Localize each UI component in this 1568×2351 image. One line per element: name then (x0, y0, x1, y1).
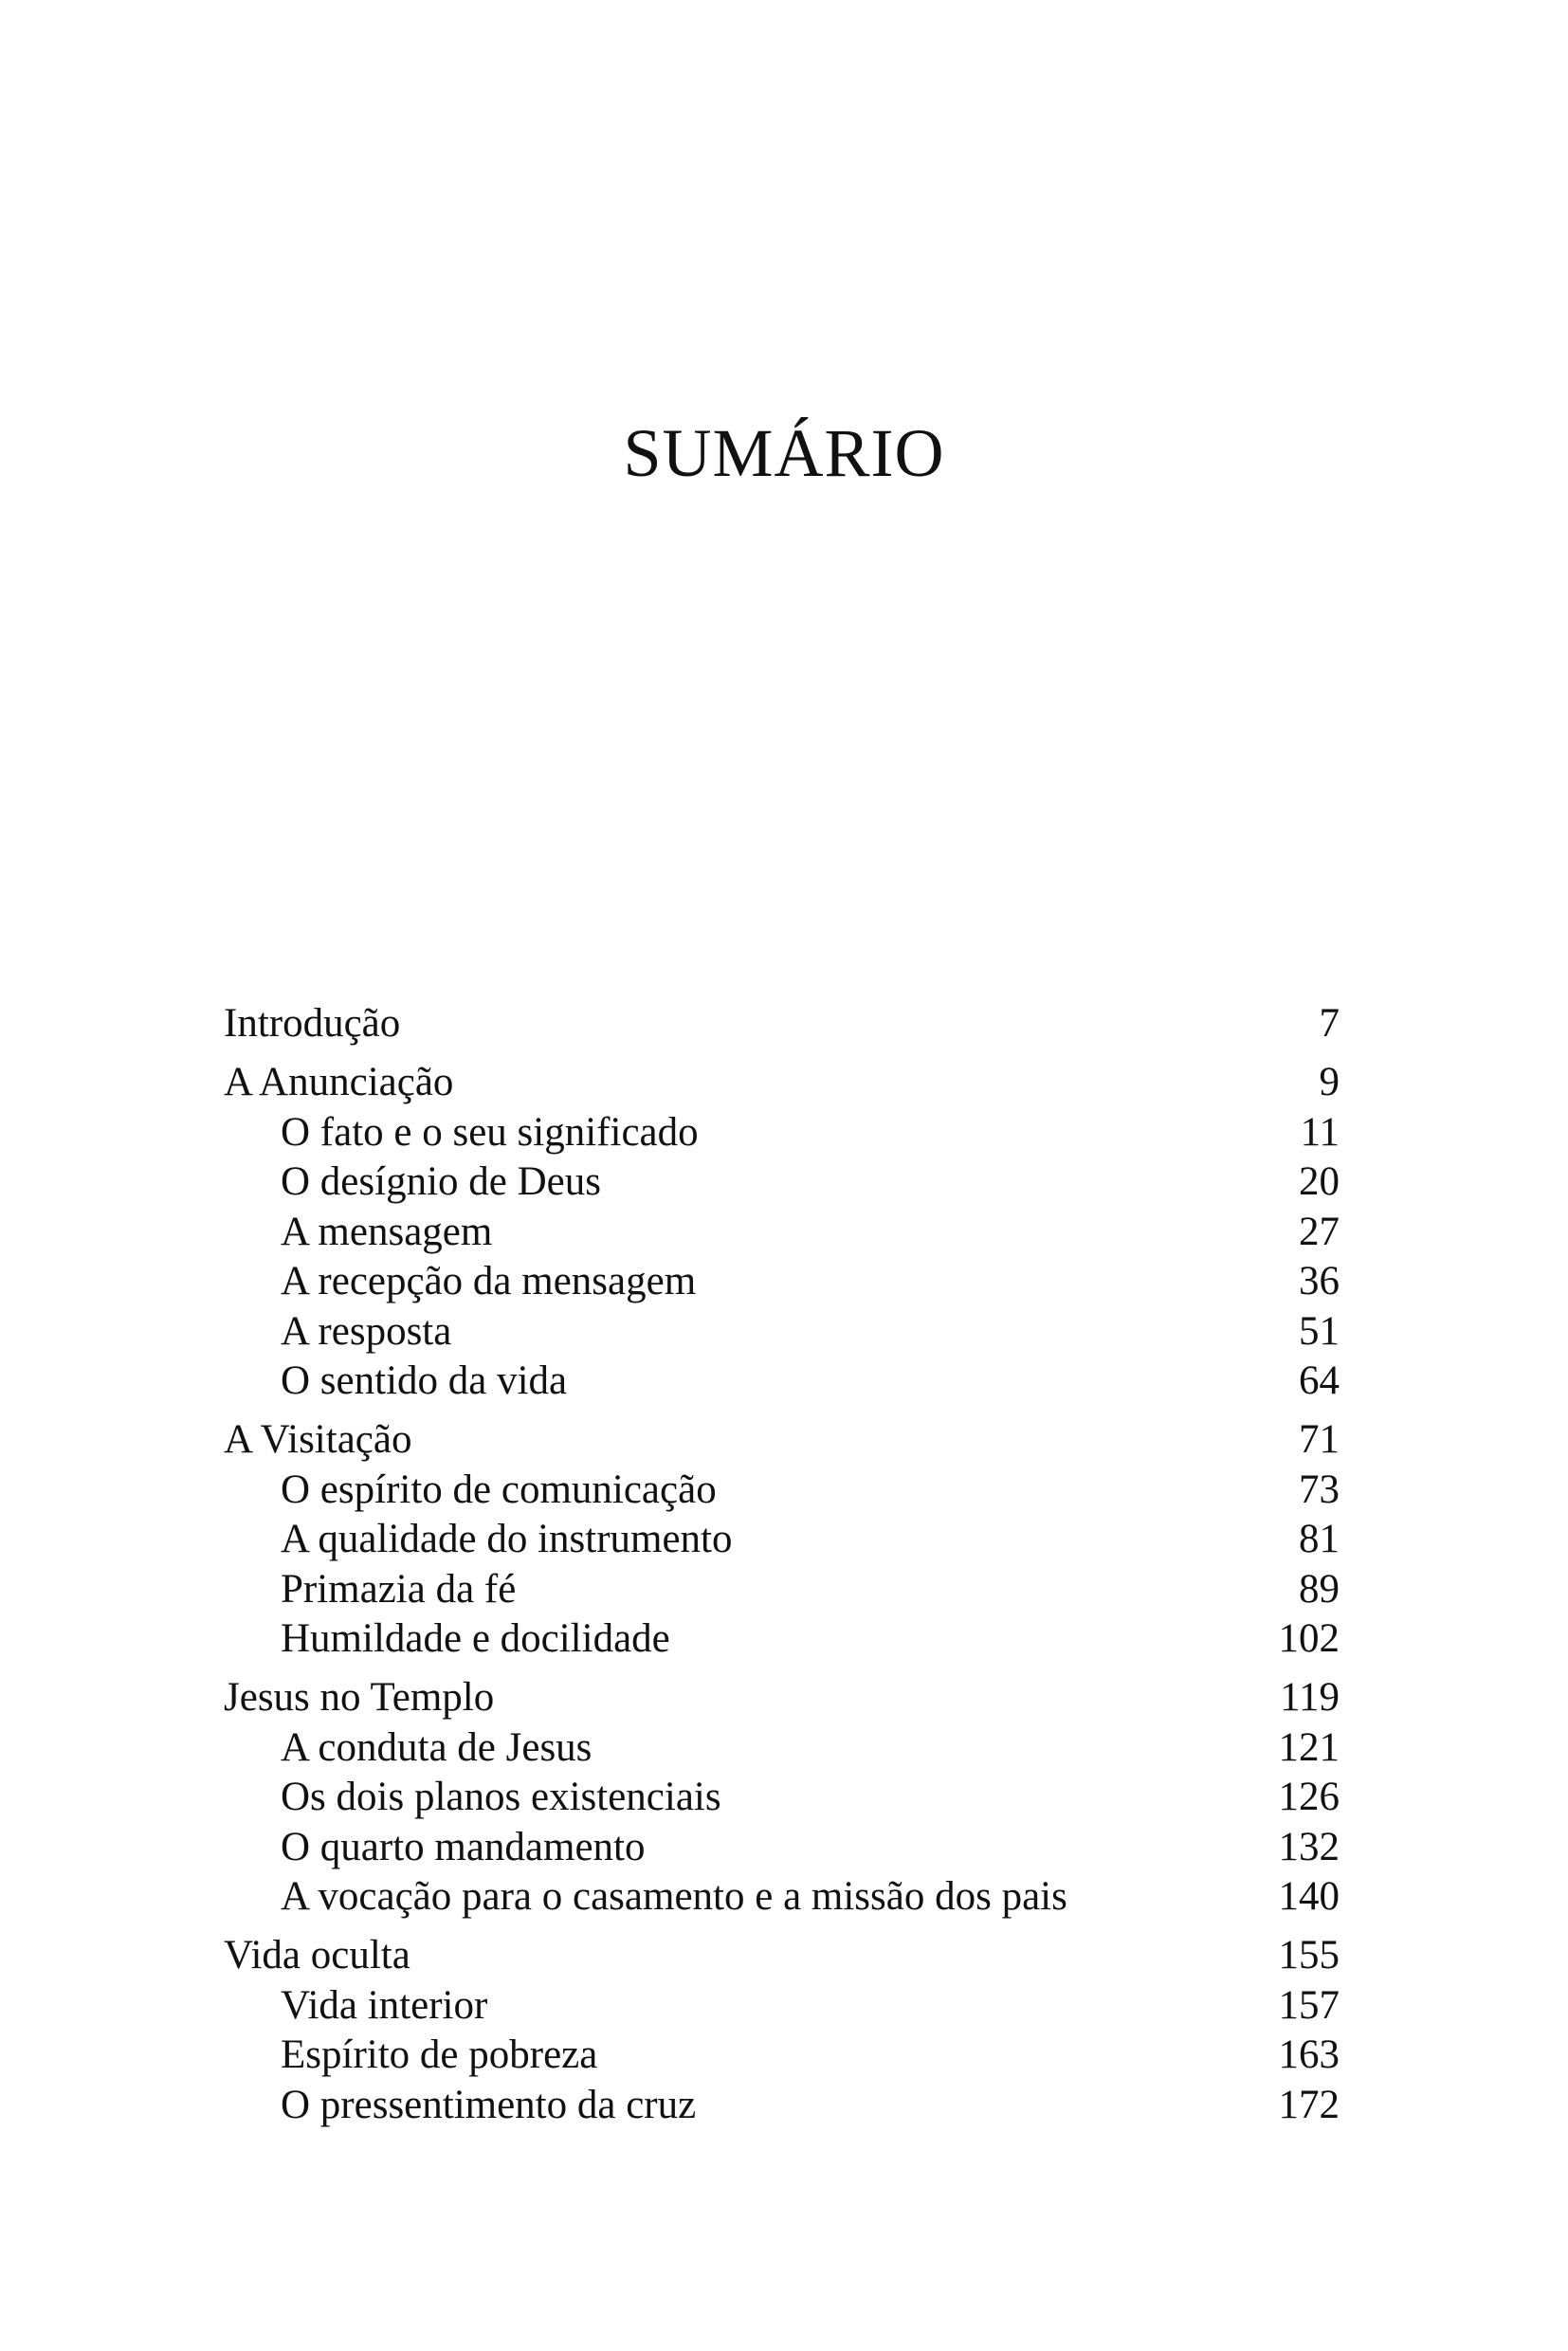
toc-entry-page-number: 132 (1278, 1824, 1340, 1869)
toc-entry-label: A qualidade do instrumento (281, 1517, 733, 1561)
toc-entry-sub (224, 1872, 1340, 1923)
toc-entry-page-number: 102 (1278, 1616, 1340, 1661)
toc-entry-page-number: 64 (1299, 1358, 1340, 1403)
toc-entry-page-number: 89 (1299, 1566, 1340, 1612)
toc-entry-sub (224, 1515, 1340, 1565)
toc-entry-page-number: 126 (1278, 1775, 1340, 1819)
toc-entry-label: A vocação para o casamento e a missão dos pais (281, 1874, 1067, 1919)
toc-entry-label: Humildade e docilidade (281, 1616, 670, 1661)
toc-entry-label: Introdução (224, 1001, 401, 1046)
toc-entry-sub (224, 1823, 1340, 1873)
toc-entry-label: Vida oculta (224, 1933, 410, 1977)
toc-entry-label: A Visitação (224, 1417, 412, 1462)
toc-entry-main (224, 1931, 1340, 1981)
toc-entry-label: O quarto mandamento (281, 1824, 646, 1869)
toc-entry-page-number: 119 (1280, 1675, 1340, 1720)
toc-entry-page-number: 172 (1278, 2082, 1340, 2127)
toc-entry-page-number: 71 (1299, 1417, 1340, 1462)
toc-entry-page-number: 157 (1278, 1982, 1340, 2028)
toc-entry-label: O fato e o seu significado (281, 1109, 699, 1155)
toc-entry-label: A resposta (281, 1308, 452, 1354)
toc-entry-label: Os dois planos existenciais (281, 1775, 721, 1819)
toc-entry-sub (224, 2031, 1340, 2081)
toc-entry-sub (224, 1773, 1340, 1823)
table-of-contents (224, 999, 1340, 2130)
toc-entry-page-number: 155 (1278, 1933, 1340, 1977)
page-title: SUMÁRIO (623, 415, 945, 491)
toc-entry-sub (224, 1108, 1340, 1158)
toc-entry-label: O pressentimento da cruz (281, 2082, 697, 2127)
toc-entry-page-number: 81 (1299, 1517, 1340, 1561)
toc-entry-page-number: 51 (1299, 1308, 1340, 1354)
toc-entry-page-number: 7 (1319, 1001, 1340, 1046)
toc-entry-label: O espírito de comunicação (281, 1467, 717, 1512)
toc-entry-sub (224, 1307, 1340, 1358)
toc-entry-sub (224, 2081, 1340, 2131)
toc-entry-page-number: 20 (1299, 1159, 1340, 1204)
toc-entry-sub (224, 1981, 1340, 2032)
toc-entry-label: A Anunciação (224, 1060, 454, 1104)
toc-entry-label: Vida interior (281, 1982, 488, 2028)
toc-entry-page-number: 140 (1278, 1874, 1340, 1919)
toc-entry-label: O desígnio de Deus (281, 1159, 601, 1204)
toc-entry-main (224, 1415, 1340, 1466)
toc-entry-sub (224, 1565, 1340, 1615)
toc-entry-label: A conduta de Jesus (281, 1724, 593, 1770)
toc-entry-label: Jesus no Templo (224, 1675, 495, 1720)
toc-entry-sub (224, 1466, 1340, 1516)
toc-entry-page-number: 121 (1278, 1724, 1340, 1770)
toc-entry-label: Espírito de pobreza (281, 2032, 598, 2077)
toc-entry-page-number: 163 (1278, 2032, 1340, 2077)
toc-entry-main (224, 1673, 1340, 1723)
toc-entry-sub (224, 1723, 1340, 1774)
toc-entry-sub (224, 1357, 1340, 1407)
toc-entry-page-number: 27 (1299, 1209, 1340, 1254)
toc-entry-page-number: 9 (1319, 1060, 1340, 1104)
toc-entry-page-number: 11 (1300, 1109, 1340, 1155)
toc-entry-sub (224, 1208, 1340, 1258)
toc-entry-page-number: 36 (1299, 1259, 1340, 1303)
toc-entry-main (224, 999, 1340, 1049)
toc-entry-sub (224, 1157, 1340, 1208)
toc-entry-label: A mensagem (281, 1209, 493, 1254)
toc-entry-label: O sentido da vida (281, 1358, 568, 1403)
toc-entry-label: A recepção da mensagem (281, 1259, 697, 1303)
toc-entry-page-number: 73 (1299, 1467, 1340, 1512)
toc-entry-label: Primazia da fé (281, 1566, 517, 1612)
toc-entry-sub (224, 1257, 1340, 1307)
toc-entry-sub (224, 1614, 1340, 1665)
toc-entry-main (224, 1058, 1340, 1108)
